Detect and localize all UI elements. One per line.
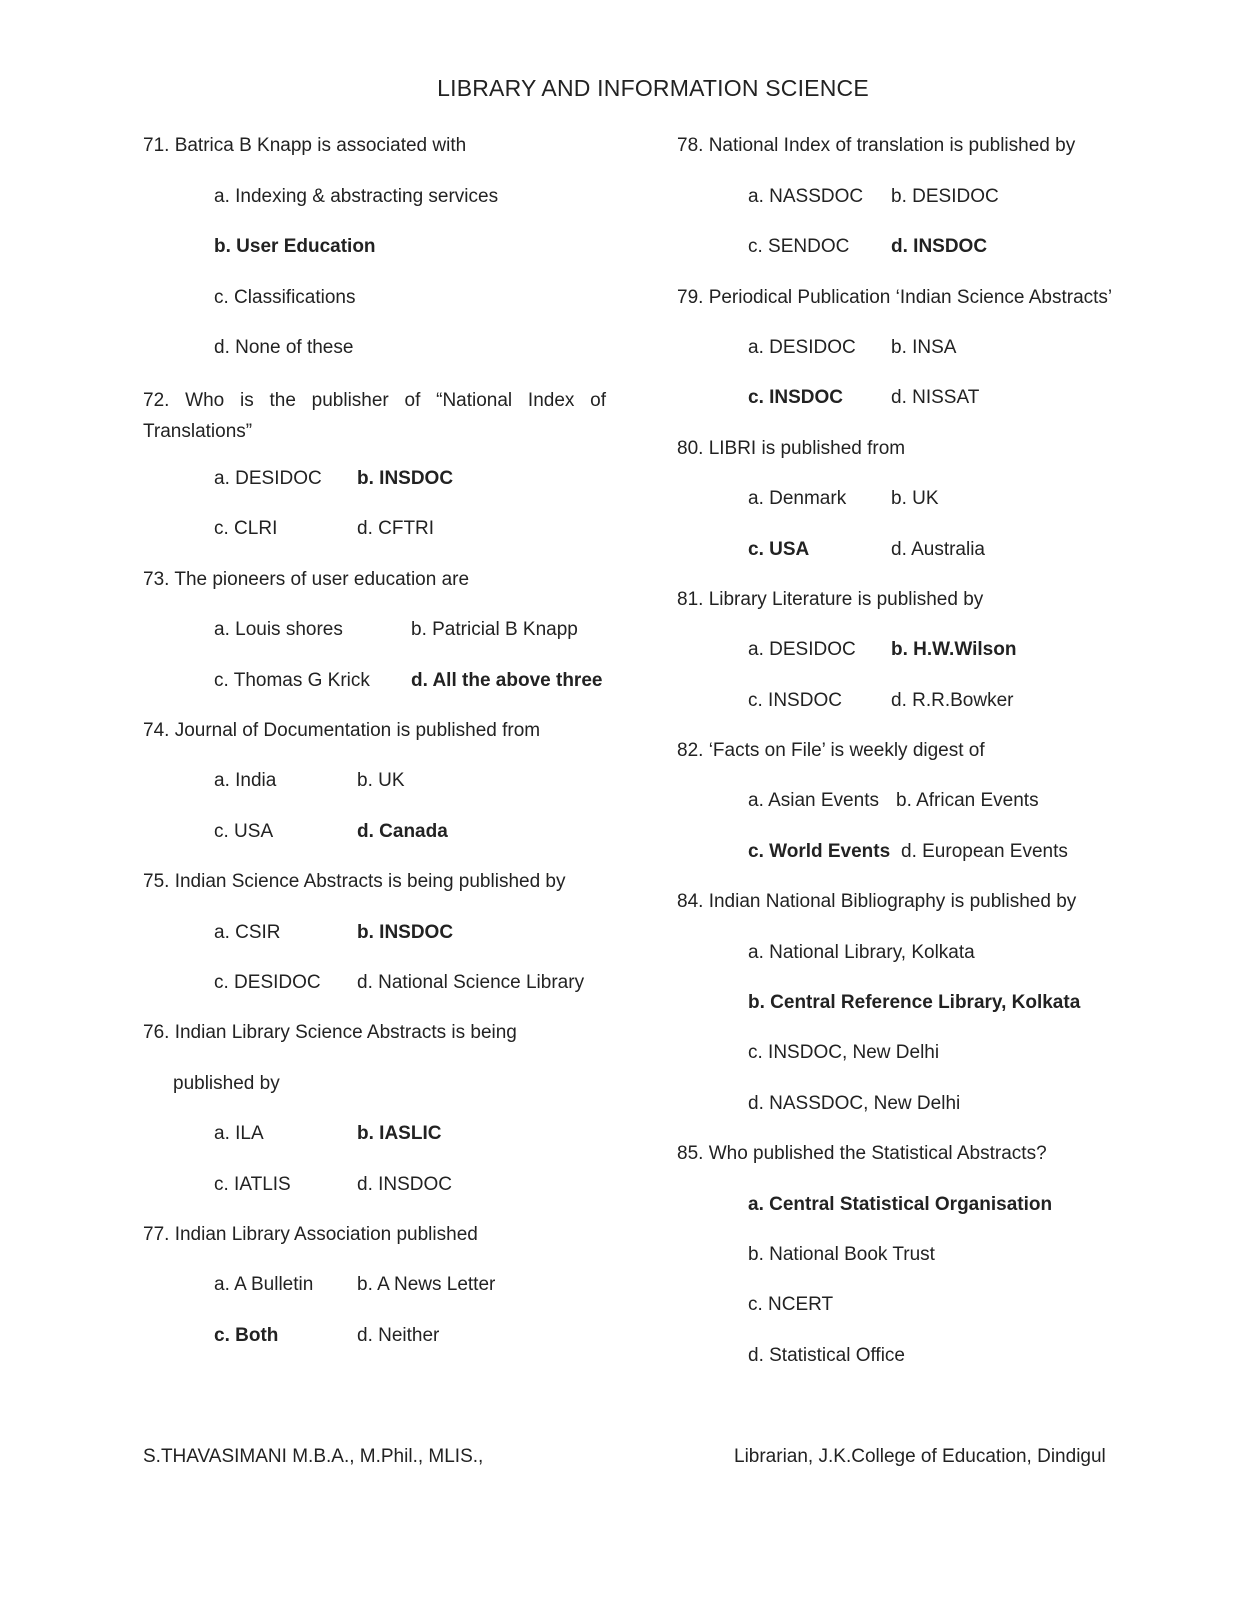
option-81a: a. DESIDOC — [748, 639, 856, 660]
question-78: 78. National Index of translation is published by — [677, 135, 1076, 156]
option-75d: d. National Science Library — [357, 972, 585, 993]
option-81d: d. R.R.Bowker — [891, 690, 1014, 711]
option-81c: c. INSDOC — [748, 690, 842, 711]
option-85b: b. National Book Trust — [748, 1244, 935, 1265]
question-85: 85. Who published the Statistical Abstracts? — [677, 1143, 1047, 1164]
option-76c: c. IATLIS — [214, 1174, 291, 1195]
option-84c: c. INSDOC, New Delhi — [748, 1042, 940, 1063]
question-73: 73. The pioneers of user education are — [143, 569, 470, 590]
option-80a: a. Denmark — [748, 488, 847, 509]
option-71d: d. None of these — [214, 337, 354, 358]
option-72b-answer: b. INSDOC — [357, 468, 454, 489]
option-80c-answer: c. USA — [748, 539, 810, 560]
option-76b-answer: b. IASLIC — [357, 1123, 442, 1144]
option-79b: b. INSA — [891, 337, 957, 358]
option-82a: a. Asian Events — [748, 790, 879, 811]
question-82: 82. ‘Facts on File’ is weekly digest of — [677, 740, 985, 761]
option-84a: a. National Library, Kolkata — [748, 942, 975, 963]
option-84d: d. NASSDOC, New Delhi — [748, 1093, 961, 1114]
footer-institution: Librarian, J.K.College of Education, Dindigul — [734, 1446, 1106, 1467]
option-72d: d. CFTRI — [357, 518, 435, 539]
option-75c: c. DESIDOC — [214, 972, 321, 993]
option-73c: c. Thomas G Krick — [214, 670, 370, 691]
option-80b: b. UK — [891, 488, 939, 509]
footer-author: S.THAVASIMANI M.B.A., M.Phil., MLIS., — [143, 1446, 484, 1467]
option-77a: a. A Bulletin — [214, 1274, 314, 1295]
option-80d: d. Australia — [891, 539, 985, 560]
option-82b: b. African Events — [896, 790, 1039, 811]
option-72c: c. CLRI — [214, 518, 278, 539]
option-78a: a. NASSDOC — [748, 186, 864, 207]
option-78d-answer: d. INSDOC — [891, 236, 988, 257]
option-82c-answer: c. World Events — [748, 841, 891, 862]
option-75b-answer: b. INSDOC — [357, 922, 454, 943]
option-74b: b. UK — [357, 770, 405, 791]
option-71b-answer: b. User Education — [214, 236, 376, 257]
option-79c-answer: c. INSDOC — [748, 387, 844, 408]
option-82d: d. European Events — [901, 841, 1068, 862]
option-78b: b. DESIDOC — [891, 186, 999, 207]
option-85d: d. Statistical Office — [748, 1345, 905, 1366]
option-73b: b. Patricial B Knapp — [411, 619, 578, 640]
option-77d: d. Neither — [357, 1325, 440, 1346]
option-73d-answer: d. All the above three — [411, 670, 603, 691]
question-76-cont: published by — [173, 1073, 280, 1094]
option-77b: b. A News Letter — [357, 1274, 496, 1295]
option-78c: c. SENDOC — [748, 236, 850, 257]
option-76a: a. ILA — [214, 1123, 264, 1144]
question-72: 72. Who is the publisher of “National Index of Translations” — [143, 390, 606, 442]
option-71a: a. Indexing & abstracting services — [214, 186, 499, 207]
question-80: 80. LIBRI is published from — [677, 438, 906, 459]
option-79a: a. DESIDOC — [748, 337, 856, 358]
option-79d: d. NISSAT — [891, 387, 980, 408]
option-81b-answer: b. H.W.Wilson — [891, 639, 1017, 660]
option-74d-answer: d. Canada — [357, 821, 448, 842]
question-75: 75. Indian Science Abstracts is being published by — [143, 871, 566, 892]
option-77c-answer: c. Both — [214, 1325, 279, 1346]
option-74a: a. India — [214, 770, 277, 791]
option-85a-answer: a. Central Statistical Organisation — [748, 1194, 1053, 1215]
question-76: 76. Indian Library Science Abstracts is being — [143, 1022, 517, 1043]
option-84b-answer: b. Central Reference Library, Kolkata — [748, 992, 1081, 1013]
question-84: 84. Indian National Bibliography is published by — [677, 891, 1077, 912]
option-74c: c. USA — [214, 821, 274, 842]
option-72a: a. DESIDOC — [214, 468, 322, 489]
option-71c: c. Classifications — [214, 287, 356, 308]
option-73a: a. Louis shores — [214, 619, 343, 640]
question-81: 81. Library Literature is published by — [677, 589, 984, 610]
question-71: 71. Batrica B Knapp is associated with — [143, 135, 467, 156]
option-75a: a. CSIR — [214, 922, 281, 943]
question-79: 79. Periodical Publication ‘Indian Science Abstracts’ — [677, 287, 1113, 308]
page-title: LIBRARY AND INFORMATION SCIENCE — [437, 75, 869, 101]
option-85c: c. NCERT — [748, 1294, 834, 1315]
question-77: 77. Indian Library Association published — [143, 1224, 478, 1245]
question-74: 74. Journal of Documentation is published from — [143, 720, 541, 741]
option-76d: d. INSDOC — [357, 1174, 453, 1195]
